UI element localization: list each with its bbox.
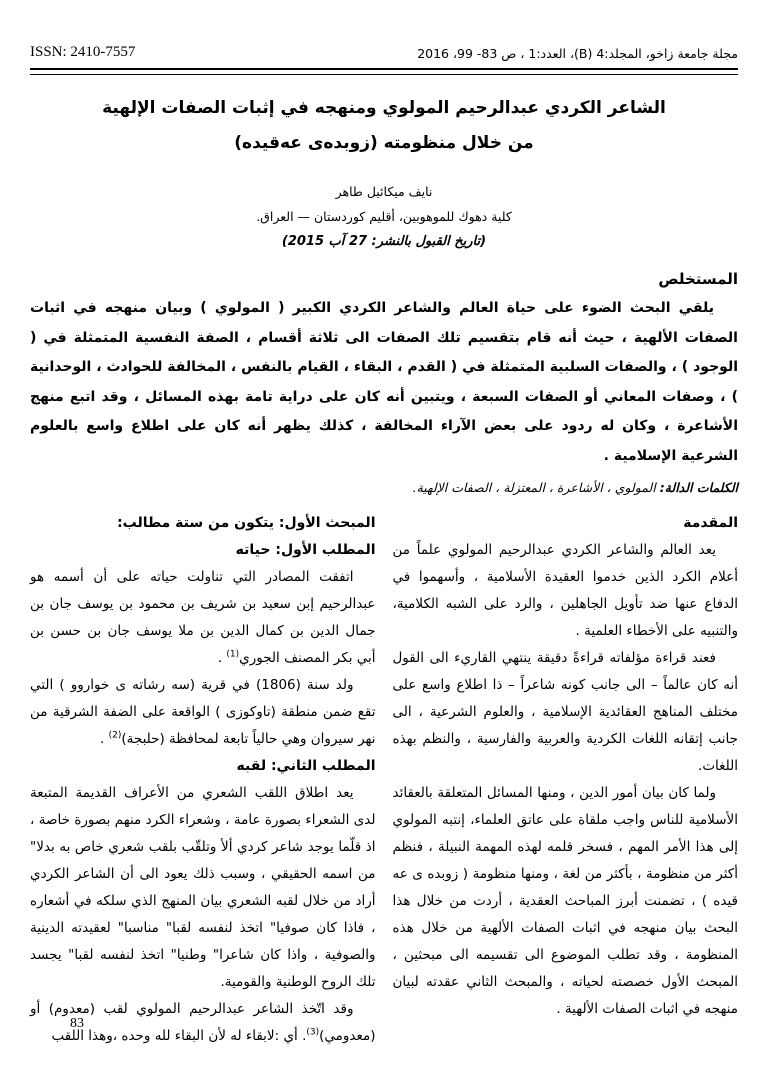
biography-paragraph-1-text: اتفقت المصادر التي تناولت حياته على أن أسمه هو عبدالرحيم إبن سعيد بن شريف بن محمود بن يوسف جان بن جمال الدين بن كمال الدين بن ملا يوسف جان بن حسن بن أبي بكر المصنف الجوري	[30, 569, 376, 666]
introduction-column	[393, 510, 739, 1050]
footnote-ref-2: (2)	[108, 730, 122, 741]
two-column-body	[30, 510, 738, 1050]
introduction-heading: المقدمة	[683, 515, 738, 531]
author-block	[30, 179, 738, 254]
biography-paragraph-1	[30, 564, 376, 672]
issn-number: ISSN: 2410-7557	[30, 44, 136, 60]
mabhath-column	[30, 510, 376, 1050]
article-title	[30, 91, 738, 161]
subsection1-heading: المطلب الأول: حياته	[235, 542, 376, 558]
laqab-paragraph-2-text2: . أي :لابقاء له لأن البقاء لله وحده ،وهذا اللقب	[51, 1028, 307, 1044]
keywords-label: الكلمات الدالة:	[659, 480, 738, 495]
keywords-line	[30, 480, 738, 495]
article-title-line1: الشاعر الكردي عبدالرحيم المولوي ومنهجه في إثبات الصفات الإلهية	[102, 98, 666, 118]
journal-citation-line: مجلة جامعة زاخو، المجلد:4 (B)، العدد:1 ، ص 83- 99، 2016	[417, 46, 738, 61]
footnote-ref-1: (1)	[226, 649, 240, 660]
abstract-text: يلقي البحث الضوء على حياة العالم والشاعر الكردي الكبير ( المولوي ) وبيان منهجه في اثبات الصفات الألهية ، حيث أنه قام بتقسيم تلك الصفات الى ثلاثة أقسام ، الصفة النفسية المتمثلة في ( الوجود ) ، والصفات السلبية المتمثلة في ( القدم ، البقاء ، القيام بالنفس ، المخالفة للحوادث ، الوحدانية ) ، وصفات المعاني أو الصفات السبعة ، ويتبين أنه كان على دراية تامة بهذه المسائل ، وقد اتبع منهج الأشاعرة ، وكان له ردود على بعض الآراء المخالفة ، كذلك يظهر أنه كان على اطلاع واسع بالعلوم الشرعية الإسلامية .	[30, 300, 738, 464]
section1-heading: المبحث الأول: يتكون من ستة مطالب:	[117, 515, 376, 531]
footnote-ref-3: (3)	[306, 1027, 320, 1038]
page-number: 83	[70, 1016, 84, 1031]
biography-paragraph-2	[30, 672, 376, 753]
laqab-paragraph-1: يعد اطلاق اللقب الشعري من الأعراف القديمة المتبعة لدى الشعراء بصورة عامة ، وشعراء الكرد منهم بصورة خاصة ، اذ قلّما يوجد شاعر كردي ألأ وتلقّب بلقب شعري خاص به بدلا" من اسمه الحقيقي ، وسبب ذلك يعود الى أن الشاعر الكردي أراد من خلال لقبه الشعري بيان المنهج الذي سلكه في أشعاره ، فاذا كان صوفيا" اتخذ لنفسه لقبا" مناسبا" لعقيدته الدينية والصوفية ، واذا كان شاعرا" وطنيا" اتخذ لنفسه لقبا" يجسد تلك الروح الوطنية والقومية.	[30, 785, 376, 990]
biography-paragraph-2-text: ولد سنة (1806) في قرية (سه رشاته ى خواروو ) التي تقع ضمن منطقة (تاوكوزى ) الواقعة على الضفة الشرقية من نهر سيروان وهي حالياً تابعة لمحافظة (حلبجة)	[30, 677, 376, 747]
biography-paragraph-2-tail: .	[100, 731, 109, 747]
header-divider-rule	[30, 68, 738, 75]
author-name: نايف ميكائيل طاهر	[335, 184, 433, 199]
abstract-heading: المستخلص	[658, 270, 738, 288]
page-header	[30, 44, 738, 61]
acceptance-date: (تاريخ القبول بالنشر: 27 آب 2015)	[281, 234, 487, 249]
introduction-paragraph-3: ولما كان بيان أمور الدين ، ومنها المسائل المتعلقة بالعقائد الأسلامية للناس واجب ملقاة على عاتق العلماء، إنتبه المولوي إلى هذا الأمر المهم ، فسخر قلمه لهذه المهمة النبيلة ، فنظم أكثر من منظومة ، بأكثر من لغة ، ومنها منظومة ( زوبده ى عه قيده ) ، تضمنت أبرز المباحث العقدية ، أردت من خلال هذا البحث بيان منهجه في اثبات الصفات الألهية من خلال هذه المنظومة ، وقد تطلب الموضوع الى تقسيمه الى مبحثين ، المبحث الأول خصصته لحياته ، والمبحث الثاني عقدته لبيان منهجه في اثبات الصفات الألهية .	[392, 785, 738, 1017]
author-affiliation: كلية دهوك للموهوبين، أقليم كوردستان — العراق.	[256, 209, 512, 224]
laqab-paragraph-2-text1: وقد اتّخذ الشاعر عبدالرحيم المولوي لقب (معدوم) أو (معدومي)	[30, 1001, 376, 1044]
article-title-line2: من خلال منظومته (زوبده‌ی عه‌قیده)	[234, 133, 534, 153]
introduction-paragraph-2: فعند قراءة مؤلفاته قراءةً دقيقة ينتهي القاريء الى القول أنه كان عالماً – الى جانب كونه شاعراً – ذا اطلاع واسع على مختلف المناهج العقائدية الإسلامية ، والعلوم الشرعية ، الى جانب إتقانه اللغات الكردية والعربية والفارسية ، والنظم بهذه اللغات.	[392, 650, 738, 774]
keywords-list: المولوي ، الأشاعرة ، المعتزلة ، الصفات الإلهية.	[412, 480, 660, 495]
biography-paragraph-1-tail: .	[217, 650, 227, 666]
introduction-paragraph-1: يعد العالم والشاعر الكردي عبدالرحيم المولوي علماً من أعلام الكرد الذين خدموا العقيدة الأسلامية ، وأسهموا في الدفاع عنها ضد تأويل الجاهلين ، والرد على الشبه الكلامية، والتنبيه على الأخطاء العلمية .	[392, 542, 738, 639]
subsection2-heading: المطلب الثاني: لقبه	[236, 758, 376, 774]
